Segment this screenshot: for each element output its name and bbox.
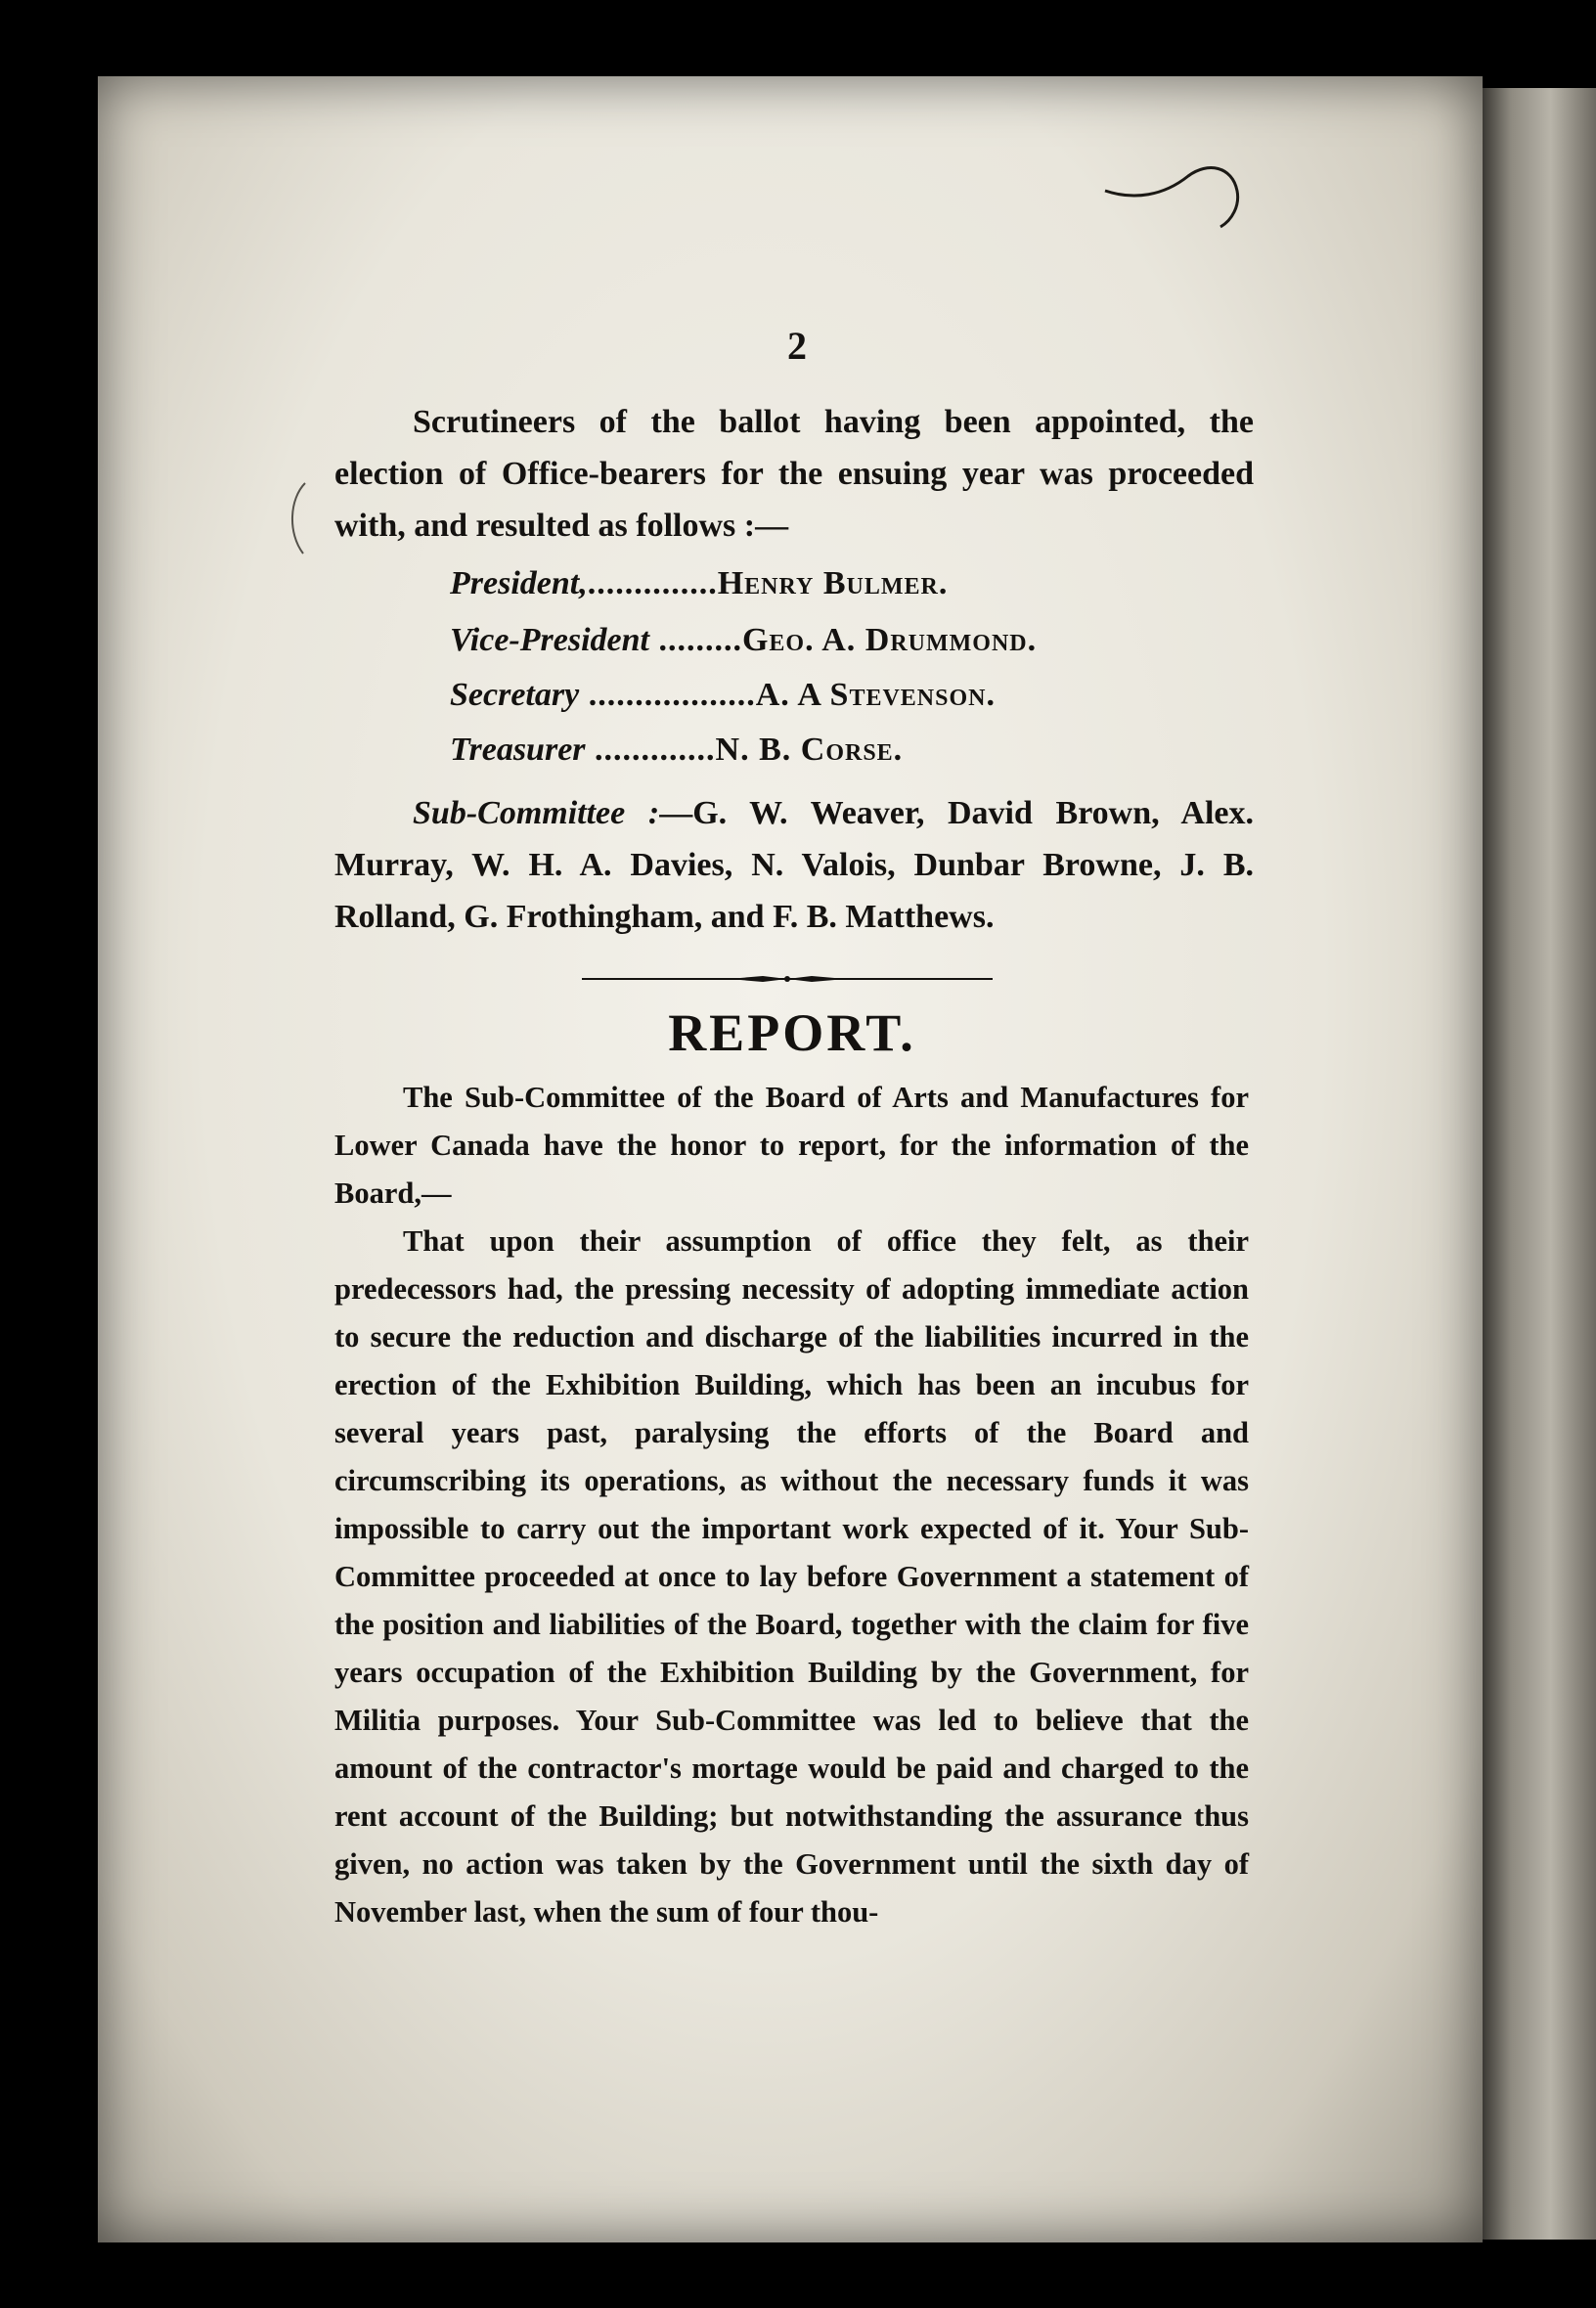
officer-name: Geo. A. Drummond. [741,622,1038,658]
officer-row-president [450,565,1252,602]
pen-scribble-mark [1095,147,1252,235]
sub-committee-label: Sub-Committee : [413,795,660,831]
officer-row-vice-president [450,622,1252,659]
leader-dots: .................. [579,677,756,713]
leader-dots: .............. [587,565,718,601]
officer-role: Treasurer [450,732,586,768]
officer-name: Henry Bulmer. [717,565,949,601]
report-paragraph: The Sub-Committee of the Board of Arts and Manufactures for Lower Canada have the honor to report, for the information of the Board,— [334,1081,1249,1210]
page-number: 2 [787,324,807,368]
officer-role: Vice-President [450,622,649,658]
leader-dots: ............. [585,732,716,768]
officer-row-secretary [450,677,1252,714]
officer-role: Secretary [450,677,580,713]
sub-committee-members: —G. W. Weaver, David Brown, Alex. Murray, W. H. A. Davies, N. Valois, Dunbar Browne, J. B. Rolland, G. Frothingham, and F. B. Matthews. [334,795,1254,935]
adjacent-page-edge [1483,88,1596,2240]
leader-dots: ......... [648,622,742,658]
margin-bracket-mark [284,479,313,557]
officer-name: N. B. Corse. [715,732,904,768]
report-body [334,1074,1249,1936]
report-heading: REPORT. [668,1003,916,1062]
officer-name: A. A Stevenson. [755,677,996,713]
sub-committee-paragraph [334,787,1254,943]
section-divider-rule [582,975,993,983]
report-paragraph: That upon their assumption of office they felt, as their predecessors had, the pressing necessity of adopting immediate action to secure the reduction and discharge of the liabilities incurred in the erection of the Exhibition Building, which has been an incubus for several years past, paralysing the efforts of the Board and circumscribing its operations, as without the necessary funds it was impossible to carry out the important work expected of it. Your Sub-Committee proceeded at once to lay before Government a statement of the position and liabilities of the Board, together with the claim for five years occupation of the Exhibition Building by the Government, for Militia purposes. Your Sub-Committee was led to believe that the amount of the contractor's mortage would be paid and charged to the rent account of the Building; but notwithstanding the assurance thus given, no action was taken by the Government until the sixth day of November last, when the sum of four thou- [334,1224,1249,1929]
election-intro-paragraph: Scrutineers of the ballot having been appointed, the election of Office-bearers for the ensuing year was proceeded with, and resulted as follows :— [334,404,1254,544]
officer-role: President, [450,565,588,601]
officer-row-treasurer [450,732,1252,769]
